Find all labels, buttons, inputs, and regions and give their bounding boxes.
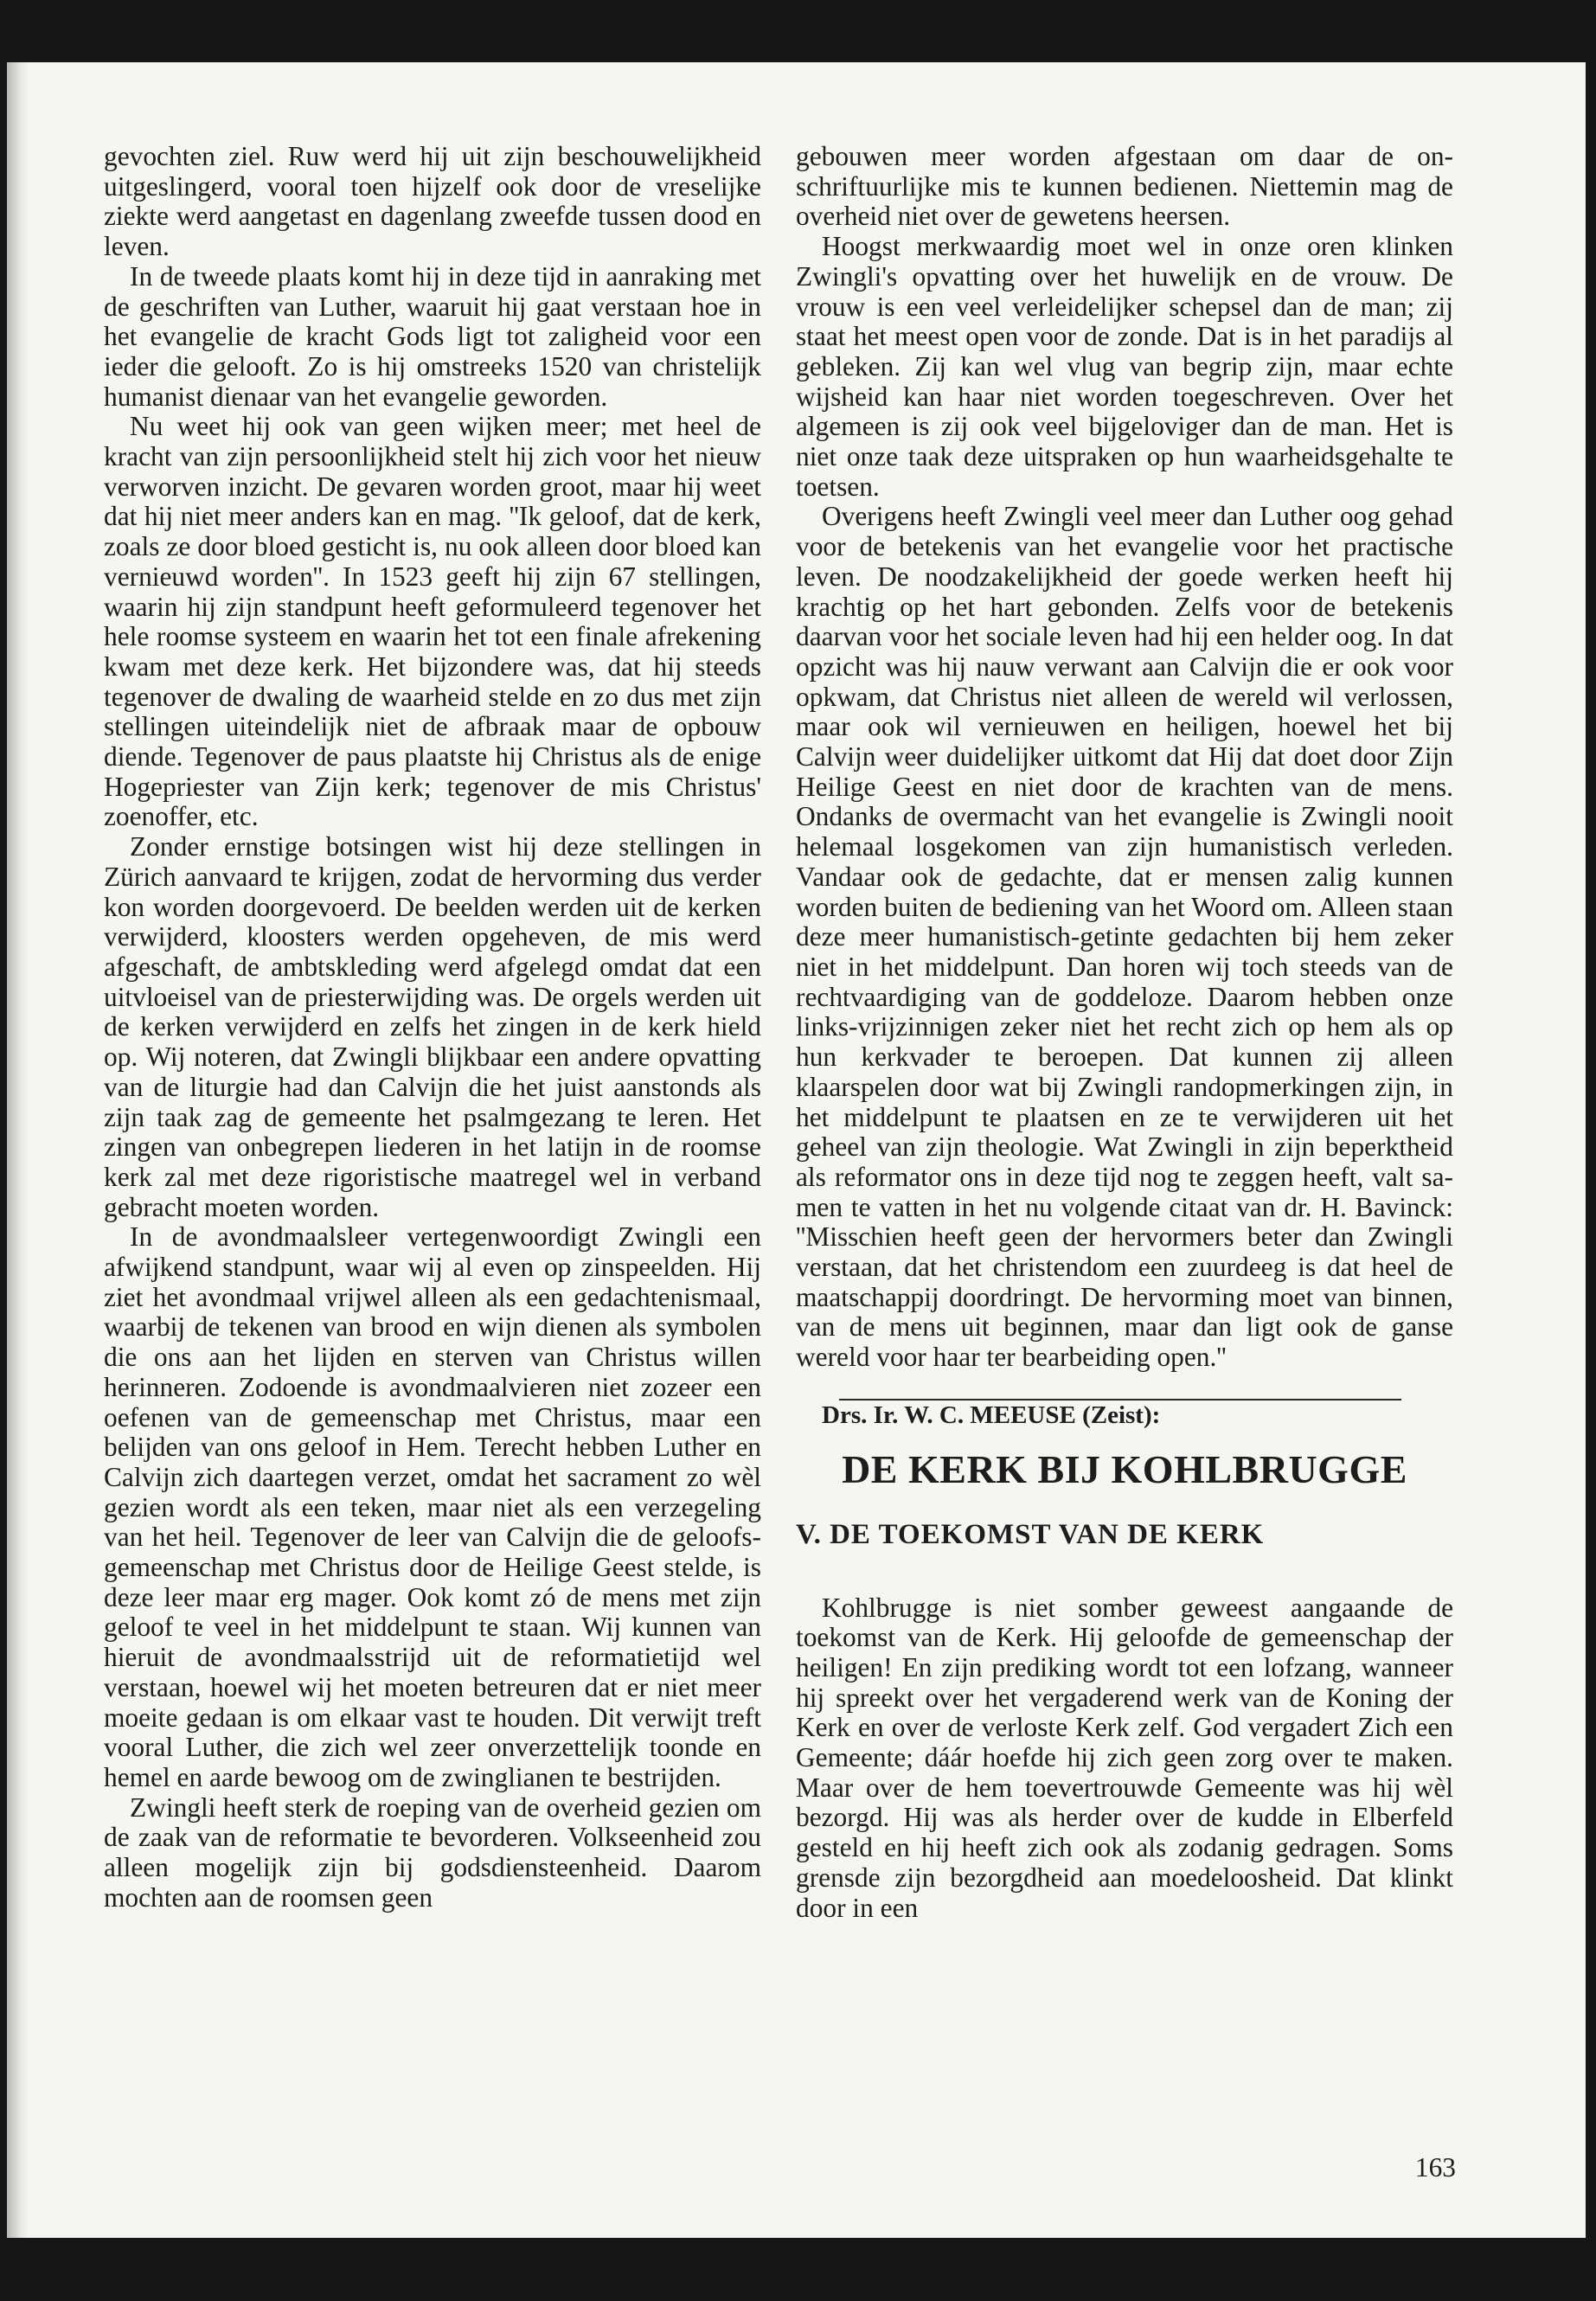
article-paragraph: Kohlbrugge is niet somber geweest aangaande de toekomst van de Kerk. Hij geloofde de gemeenschap der heiligen! En zijn prediking wordt tot een lofzang, wanneer hij spreekt over het vergaderend werk van de Koning der Kerk en over de verloste Kerk zelf. God vergadert Zich een Gemeente; dáár hoefde hij zich geen zorg over te maken. Maar over de hem toevertrouwde Gemeente was hij wèl bezorgd. Hij was als herder over de kudde in Elberfeld gesteld en hij heeft zich ook als zodanig gedragen. Soms grensde zijn bezorgdheid aan moedeloosheid. Dat klinkt door in een	[796, 1592, 1453, 1923]
paragraph: Zonder ernstige botsingen wist hij deze stellingen in Zürich aanvaard te krijgen, zodat de hervorming dus verder kon worden doorgevoerd. De beelden werden uit de kerken verwijderd, kloosters werden opgeheven, de mis werd afgeschaft, de ambtskleding werd afgelegd omdat dat een uitvloeisel van de priesterwijding was. De orgels werden uit de kerken verwijderd en zelfs het zingen in de kerk hield op. Wij noteren, dat Zwingli blijkbaar een andere opvatting van de liturgie had dan Calvijn die het juist aanstonds als zijn taak zag de gemeente het psalmgezang te leren. Het zingen van onbegrepen liederen in het latijn in de roomse kerk zal met deze rigoristische maatregel wel in verband gebracht moeten worden.	[104, 831, 761, 1222]
right-column	[796, 142, 1453, 1923]
section-title: V. DE TOEKOMST VAN DE KERK	[796, 1518, 1265, 1550]
paragraph: In de avondmaalsleer vertegenwoordigt Zwingli een afwijkend standpunt, waar wij al even op zinspeelden. Hij ziet het avondmaal vrijwel alleen als een gedachtenismaal, waarbij de tekenen van brood en wijn dienen als symbolen die ons aan het lijden en sterven van Christus willen herinneren. Zodoende is avondmaalvieren niet zozeer een oefenen van de gemeenschap met Christus, maar een belijden van ons geloof in Hem. Terecht hebben Luther en Calvijn zich daartegen verzet, omdat het sacrament zo wèl gezien wordt als een teken, maar niet als een verzegeling van het heil. Tegenover de leer van Calvijn die de geloofsgemeenschap met Christus door de Heilige Geest stelde, is deze leer maar erg mager. Ook komt zó de mens met zijn geloof te veel in het middelpunt te staan. Wij kunnen van hieruit de avondmaalsstrijd uit de reformatietijd wel verstaan, hoewel wij het moeten betreuren dat er niet meer moeite gedaan is om elkaar vast te houden. Dit verwijt treft vooral Luther, die zich wel zeer onverzettelijk toonde en hemel en aarde bewoog om de zwinglianen te bestrijden.	[104, 1221, 761, 1792]
author-byline: Drs. Ir. W. C. MEEUSE (Zeist):	[822, 1400, 1161, 1429]
paragraph: gebouwen meer worden afgestaan om daar de onschriftuurlijke mis te kunnen bedienen. Niettemin mag de overheid niet over de gewetens heersen.	[796, 141, 1453, 232]
page-gutter-shadow	[7, 62, 29, 2238]
paragraph: In de tweede plaats komt hij in deze tijd in aanraking met de geschriften van Luther, waaruit hij gaat verstaan hoe in het evangelie de kracht Gods ligt tot zaligheid voor een ieder die gelooft. Zo is hij omstreeks 1520 van christelijk humanist dienaar van het evangelie geworden.	[104, 260, 761, 412]
document-page	[7, 62, 1586, 2238]
paragraph: gevochten ziel. Ruw werd hij uit zijn beschouwelijkheid uitgeslingerd, vooral toen hijzelf ook door de vreselijke ziekte werd aangetast en dagenlang zweefde tussen dood en leven.	[104, 141, 761, 262]
paragraph: Zwingli heeft sterk de roeping van de overheid gezien om de zaak van de reformatie te bevorderen. Volkseenheid zou alleen mogelijk zijn bij godsdiensteenheid. Daarom mochten aan de roomsen geen	[104, 1791, 761, 1913]
left-column	[104, 142, 761, 1913]
paragraph: Nu weet hij ook van geen wijken meer; met heel de kracht van zijn persoonlijkheid stelt hij zich voor het nieuw verworven inzicht. De gevaren worden groot, maar hij weet dat hij niet meer anders kan en mag. ''Ik geloof, dat de kerk, zoals ze door bloed gesticht is, nu ook alleen door bloed kan vernieuwd worden''. In 1523 geeft hij zijn 67 stellingen, waarin hij zijn standpunt heeft geformuleerd tegenover het hele roomse systeem en waarin het tot een finale afrekening kwam met deze kerk. Het bijzondere was, dat hij steeds tegenover de dwaling de waarheid stelde en zo dus met zijn stellingen uiteindelijk niet de afbraak maar de opbouw diende. Tegenover de paus plaatste hij Christus als de enige Hogepriester van Zijn kerk; tegenover de mis Christus' zoenoffer, etc.	[104, 411, 761, 832]
paragraph: Overigens heeft Zwingli veel meer dan Luther oog gehad voor de betekenis van het evangelie voor het practische leven. De noodzakelijkheid der goede werken heeft hij krachtig op het hart gebonden. Zelfs voor de betekenis daarvan voor het sociale leven had hij een helder oog. In dat opzicht was hij nauw verwant aan Calvijn die er ook voor opkwam, dat Christus niet alleen de wereld wil verlossen, maar ook wil vernieuwen en heiligen, hoewel het bij Calvijn weer duidelijker uitkomt dat Hij dat doet door Zijn Heilige Geest en niet door de krachten van de mens. Ondanks de overmacht van het evangelie is Zwingli nooit helemaal losgekomen van zijn humanistisch verleden. Vandaar ook de gedachte, dat er mensen zalig kunnen worden buiten de bediening van het Woord om. Alleen staan deze meer humanistisch-getinte gedachten bij hem zeker niet in het middelpunt. Dan horen wij toch steeds van de rechtvaardiging van de goddeloze. Daarom hebben onze links-vrijzinnigen zeker niet het recht zich op hem als op hun kerkvader te beroepen. Dat kunnen zij alleen klaarspelen door wat bij Zwingli randopmerkingen zijn, in het middelpunt te plaatsen en ze te verwijderen uit het geheel van zijn theologie. Wat Zwingli in zijn beperktheid als reformator ons in deze tijd nog te zeggen heeft, valt samen te vatten in het nu volgende citaat van dr. H. Bavinck: ''Misschien heeft geen der hervormers beter dan Zwingli verstaan, dat het christendom een zuurdeeg is dat heel de maatschappij doordringt. De hervorming moet van binnen, van de mens uit beginnen, maar dan ligt ook de ganse wereld voor haar ter bearbeiding open.''	[796, 501, 1453, 1373]
article-title: DE KERK BIJ KOHLBRUGGE	[842, 1446, 1407, 1491]
page-number: 163	[1414, 2152, 1456, 2182]
paragraph: Hoogst merkwaardig moet wel in onze oren klinken Zwingli's opvatting over het huwelijk en de vrouw. De vrouw is een veel verleidelijker schepsel dan de man; zij staat het meest open voor de zonde. Dat is in het paradijs al gebleken. Zij kan wel vlug van begrip zijn, maar echte wijsheid kan haar niet worden toegeschreven. Over het algemeen is zij ook veel bijgeloviger dan de man. Het is niet onze taak deze uitspraken op hun waarheidsgehalte te toetsen.	[796, 231, 1453, 502]
